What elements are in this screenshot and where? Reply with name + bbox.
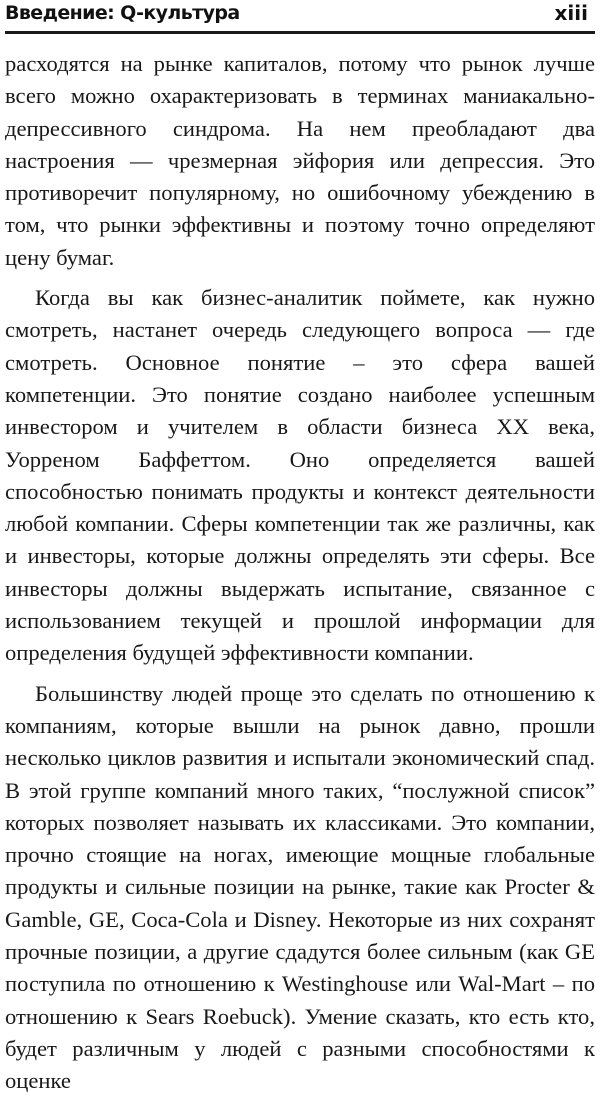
- running-header: [5, 0, 590, 30]
- header-rule: [5, 31, 595, 34]
- paragraph-2: Когда вы как бизнес-аналитик поймете, как нужно смотреть, настанет очередь следующего вопроса — где смотреть. Основное понятие – это сфера вашей компетенции. Это понятие создано наиболее успешным инвестором и учителем в области бизнеса XX века, Уорреном Баффеттом. Оно определяется вашей способностью понимать продукты и контекст деятельности любой компании. Сферы компетенции так же различны, как и инвесторы, которые должны определять эти сферы. Все инвесторы должны выдержать испытание, связанное с использованием текущей и прошлой информации для определения будущей эффективности компании.: [5, 285, 595, 666]
- page-number: xiii: [554, 1, 588, 25]
- paragraph-1: расходятся на рынке капиталов, потому что рынок лучше всего можно охарактеризовать в терминах маниакально-депрессивного синдрома. На нем преобладают два настроения — чрезмерная эйфория или депрессия. Это противоречит популярному, но ошибочному убеждению в том, что рынки эффективны и поэтому точно определяют цену бумаг.: [5, 51, 595, 270]
- body-text: [5, 48, 595, 1106]
- paragraph-3: Большинству людей проще это сделать по отношению к компаниям, которые вышли на рынок давно, прошли несколько циклов развития и испытали экономический спад. В этой группе компаний много таких, “послужной список” которых позволяет называть их классиками. Это компании, прочно стоящие на ногах, имеющие мощные глобальные продукты и сильные позиции на рынке, такие как Procter & Gamble, GE, Coca-Cola и Disney. Некоторые из них сохранят прочные позиции, а другие сдадутся более сильным (как GE поступила по отношению к Westinghouse или Wal-Mart – по отношению к Sears Roebuck). Умение сказать, кто есть кто, будет различным у людей с разными способностями к оценке: [5, 680, 595, 1094]
- section-title: Введение: Q-культура: [5, 2, 240, 24]
